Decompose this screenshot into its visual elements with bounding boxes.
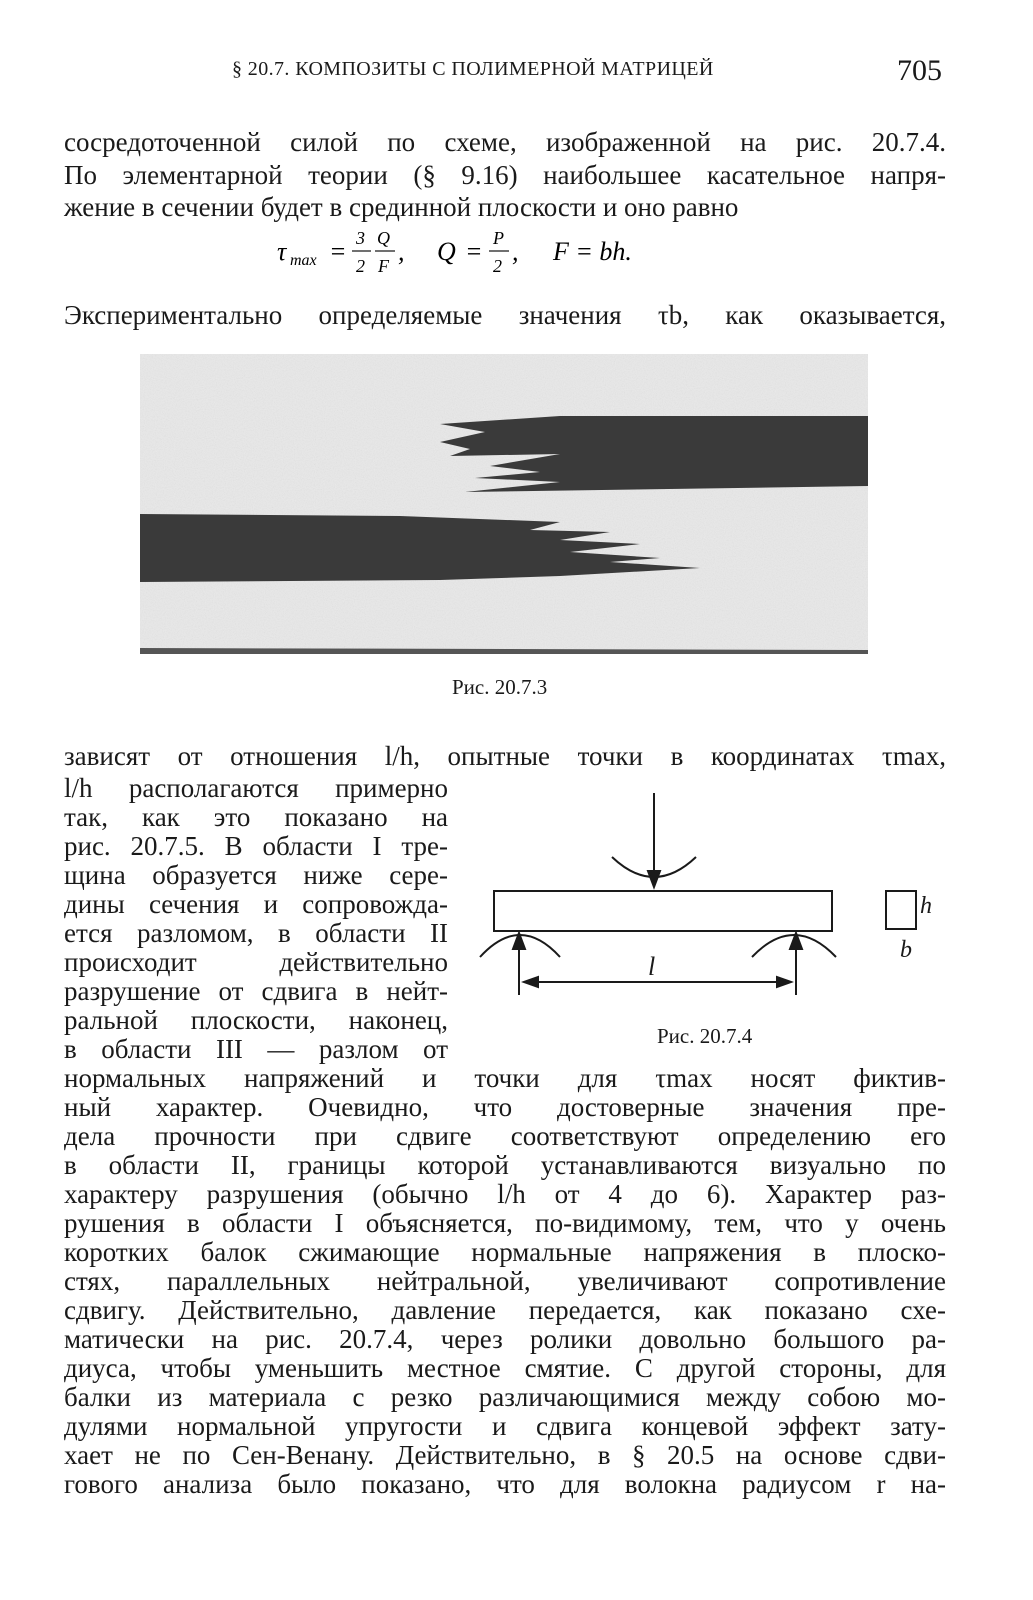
text-line: Экспериментально определяемые значения τb, как оказывается, [64, 300, 946, 330]
fracture-photo-graphic [140, 354, 868, 654]
formula-comma2: , [512, 237, 519, 266]
formula-tau-sub: max [290, 252, 317, 269]
figure-caption-20-7-4: Рис. 20.7.4 [657, 1024, 753, 1048]
text-line: щина образуется ниже сере- [64, 860, 448, 890]
text-line: l/h располагаются примерно [64, 773, 448, 803]
cross-section-rect [886, 891, 916, 929]
formula-eq1: = [329, 237, 347, 266]
text-line: балки из материала с резко различающимися между собою мо- [64, 1382, 946, 1412]
bend-diagram-graphic [462, 785, 982, 1055]
text-line: дины сечения и сопровожда- [64, 889, 448, 919]
formula-comma1: , [398, 237, 405, 266]
text-line: дела прочности при сдвиге соответствуют определению его [64, 1121, 946, 1151]
text-line: ный характер. Очевидно, что достоверные значения пре- [64, 1092, 946, 1122]
text-line: сдвигу. Действительно, давление передается, как показано схе- [64, 1295, 946, 1325]
text-line: сосредоточенной силой по схеме, изображенной на рис. 20.7.4. [64, 127, 946, 157]
height-label-h: h [920, 893, 932, 919]
text-line: По элементарной теории (§ 9.16) наибольшее касательное напря- [64, 160, 946, 190]
frac2-num: Q [377, 228, 390, 248]
three-point-bend-diagram [462, 785, 982, 1055]
beam-rect [494, 891, 832, 931]
width-label-b: b [900, 937, 912, 963]
formula-graphic [277, 224, 737, 284]
text-line: зависят от отношения l/h, опытные точки в координатах τmax, [64, 741, 946, 771]
page-number: 705 [897, 54, 942, 87]
text-line: коротких балок сжимающие нормальные напряжения в плоско- [64, 1237, 946, 1267]
formula-tau: τ [277, 237, 287, 266]
text-line: хает не по Сен-Венану. Действительно, в § 20.5 на основе сдви- [64, 1440, 946, 1470]
frac3-num: P [493, 228, 504, 248]
text-line: происходит действительно [64, 947, 448, 977]
text-line: рушения в области I объясняется, по-видимому, тем, что у очень [64, 1208, 946, 1238]
frac2-den: F [378, 256, 389, 276]
frac3-den: 2 [493, 256, 502, 276]
span-label-l: l [648, 952, 656, 981]
text-line: матически на рис. 20.7.4, через ролики довольно большого ра- [64, 1324, 946, 1354]
text-line: в области II, границы которой устанавливаются визуально по [64, 1150, 946, 1180]
text-line: характеру разрушения (обычно l/h от 4 до 6). Характер раз- [64, 1179, 946, 1209]
text-line: гового анализа было показано, что для волокна радиусом r на- [64, 1469, 946, 1499]
fracture-photo [140, 354, 868, 654]
text-line: дулями нормальной упругости и сдвига концевой эффект зату- [64, 1411, 946, 1441]
text-line: жение в сечении будет в срединной плоскости и оно равно [64, 192, 739, 222]
frac1-num: 3 [356, 228, 365, 248]
running-header: § 20.7. КОМПОЗИТЫ С ПОЛИМЕРНОЙ МАТРИЦЕЙ [232, 58, 714, 80]
formula-eq2: = [465, 237, 483, 266]
text-line: так, как это показано на [64, 802, 448, 832]
text-line: ется разломом, в области II [64, 918, 448, 948]
text-line: разрушение от сдвига в нейт- [64, 976, 448, 1006]
span-arrow-left [524, 977, 538, 987]
shear-stress-formula [277, 224, 737, 291]
text-line: стях, параллельных нейтральной, увеличивают сопротивление [64, 1266, 946, 1296]
text-line: нормальных напряжений и точки для τmax носят фиктив- [64, 1063, 946, 1093]
frac1-den: 2 [356, 256, 365, 276]
text-line: рис. 20.7.5. В области I тре- [64, 831, 448, 861]
formula-f-expr: F = bh. [553, 237, 632, 266]
span-arrow-right [777, 977, 791, 987]
text-line: диуса, чтобы уменьшить местное смятие. С другой стороны, для [64, 1353, 946, 1383]
text-line: в области III — разлом от [64, 1034, 448, 1064]
figure-caption-20-7-3: Рис. 20.7.3 [452, 675, 548, 699]
text-line: ральной плоскости, наконец, [64, 1005, 448, 1035]
formula-q: Q [437, 237, 456, 266]
load-arrow-head [648, 871, 660, 887]
